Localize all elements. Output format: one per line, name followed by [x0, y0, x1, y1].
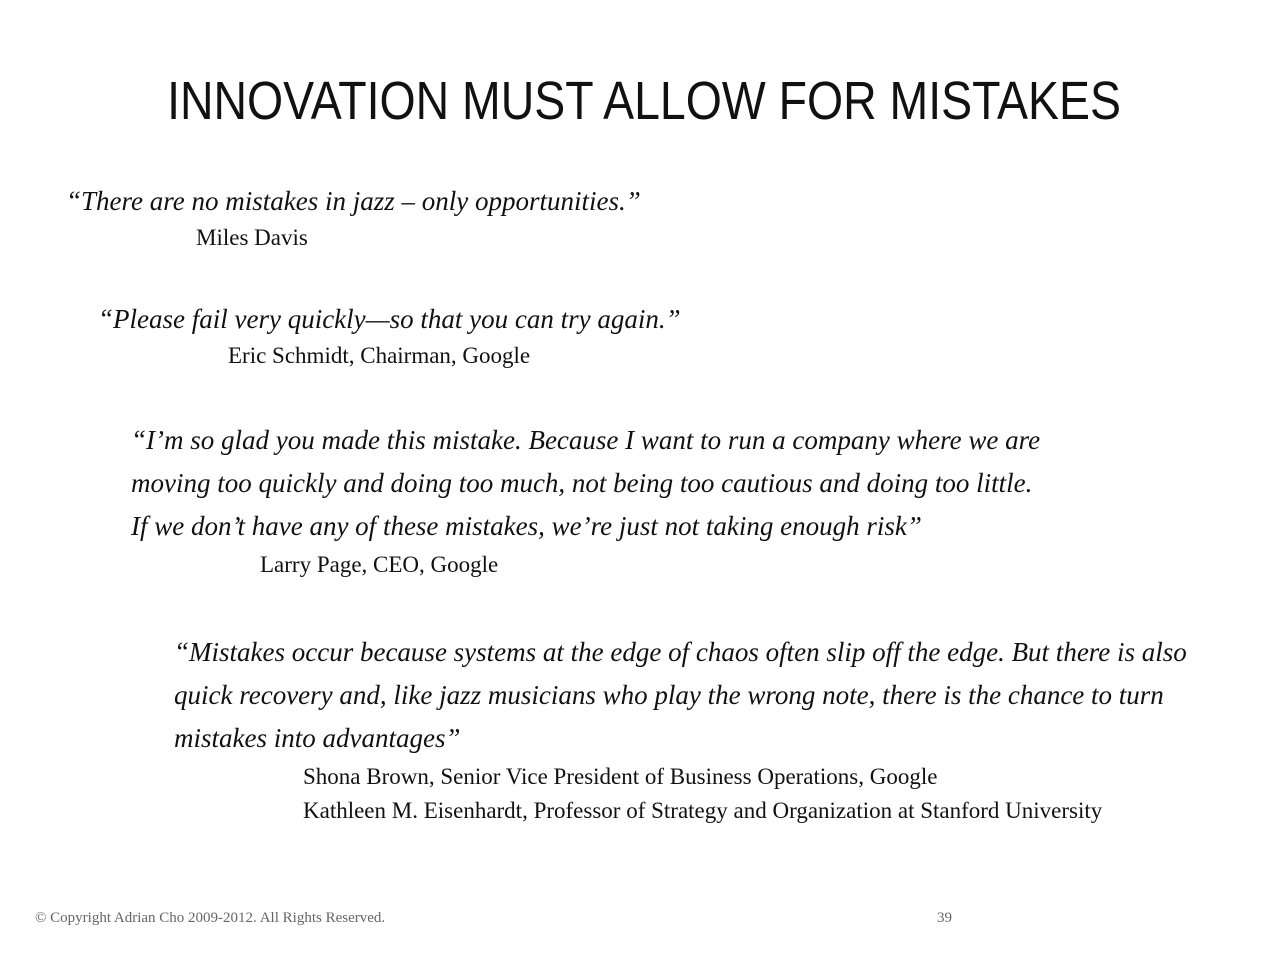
attribution-brown-eisenhardt: [303, 760, 1102, 828]
attribution-line: Eric Schmidt, Chairman, Google: [228, 343, 531, 368]
attribution-line: Larry Page, CEO, Google: [260, 552, 499, 577]
quote-line: “I’m so glad you made this mistake. Because I want to run a company where we are: [131, 425, 1041, 455]
quote-line: quick recovery and, like jazz musicians who play the wrong note, there is the chance to turn: [174, 680, 1164, 710]
quote-line: mistakes into advantages”: [174, 723, 461, 753]
quote-brown-eisenhardt: [174, 631, 1187, 760]
attribution-line: Kathleen M. Eisenhardt, Professor of Strategy and Organization at Stanford University: [303, 798, 1103, 823]
quote-line: If we don’t have any of these mistakes, we’re just not taking enough risk”: [131, 511, 922, 541]
quote-line: “Mistakes occur because systems at the edge of chaos often slip off the edge. But there is also: [174, 637, 1187, 667]
quote-line: “Please fail very quickly—so that you can try again.”: [98, 304, 681, 334]
copyright-notice: © Copyright Adrian Cho 2009-2012. All Rights Reserved.: [35, 910, 386, 926]
page-number: 39: [937, 910, 952, 926]
attribution-line: Miles Davis: [196, 225, 308, 250]
quote-miles-davis: [66, 180, 641, 223]
quote-line: moving too quickly and doing too much, not being too cautious and doing too little.: [131, 468, 1033, 498]
attribution-larry-page: [260, 548, 498, 582]
quote-larry-page: [131, 419, 1040, 548]
attribution-line: Shona Brown, Senior Vice President of Business Operations, Google: [303, 764, 938, 789]
quote-line: “There are no mistakes in jazz – only opportunities.”: [66, 186, 641, 216]
quote-eric-schmidt: [98, 298, 681, 341]
slide-title: INNOVATION MUST ALLOW FOR MISTAKES: [167, 71, 1121, 131]
attribution-eric-schmidt: [228, 339, 530, 373]
attribution-miles-davis: [196, 221, 308, 255]
